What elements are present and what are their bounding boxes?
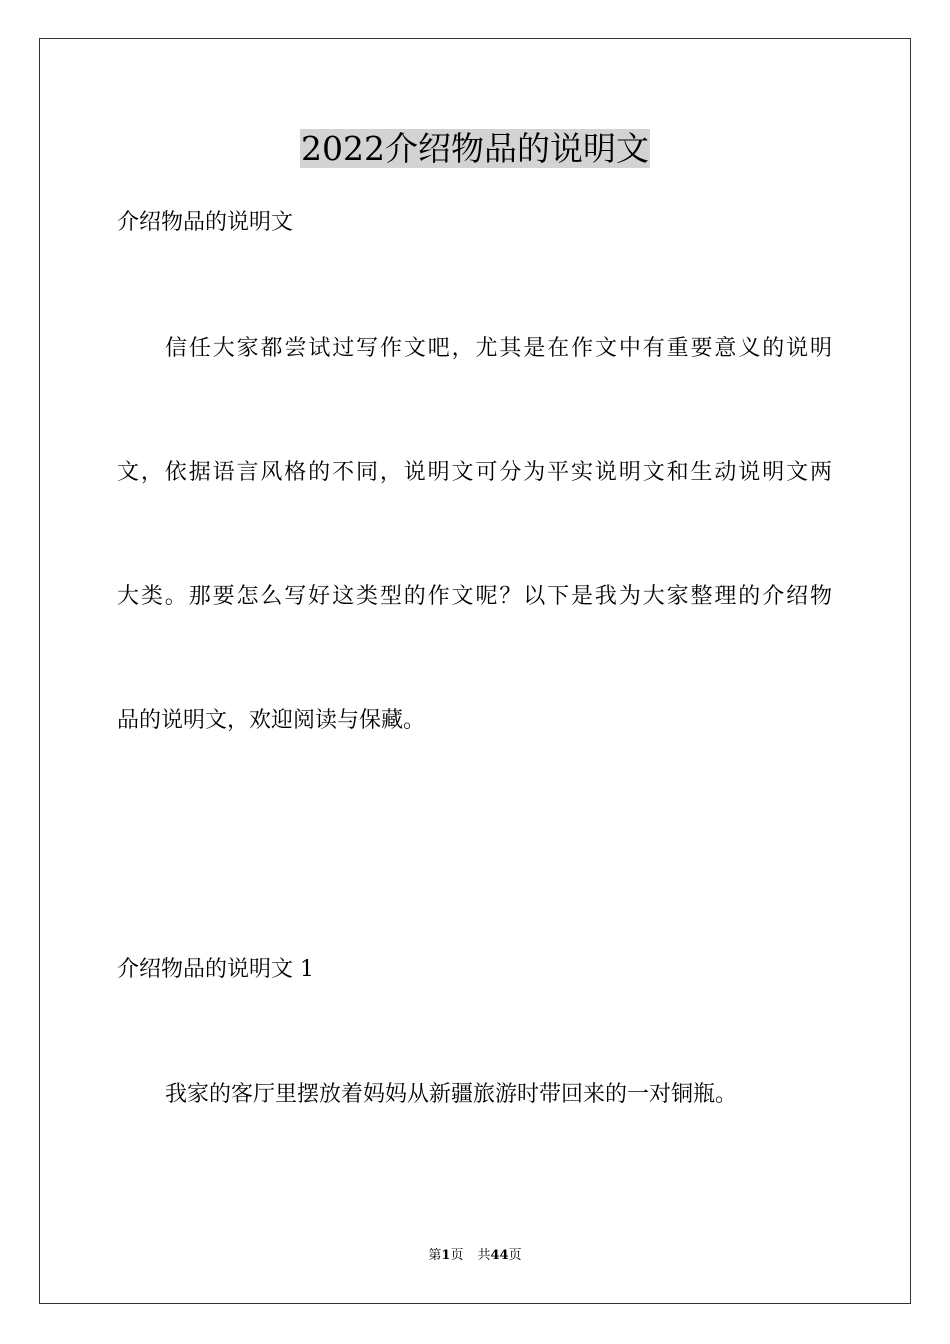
intro-line-3: 大类。那要怎么写好这类型的作文呢？以下是我为大家整理的介绍物	[117, 584, 832, 609]
total-suffix: 页	[508, 1248, 522, 1263]
page-footer	[0, 1247, 950, 1265]
total-prefix: 共	[477, 1248, 491, 1263]
intro-line-2: 文，依据语言风格的不同，说明文可分为平实说明文和生动说明文两	[117, 460, 832, 485]
page-number: 1	[441, 1248, 451, 1263]
document-subtitle: 介绍物品的说明文	[117, 210, 294, 235]
page-prefix: 第	[428, 1248, 442, 1263]
section-heading: 介绍物品的说明文 1	[117, 957, 314, 982]
page-suffix: 页	[450, 1248, 464, 1263]
document-title	[0, 128, 950, 170]
document-title-text: 2022介绍物品的说明文	[301, 129, 649, 168]
total-pages: 44	[490, 1248, 509, 1263]
intro-line-4: 品的说明文，欢迎阅读与保藏。	[117, 708, 426, 733]
section-paragraph-line: 我家的客厅里摆放着妈妈从新疆旅游时带回来的一对铜瓶。	[165, 1082, 738, 1107]
intro-line-1: 信任大家都尝试过写作文吧，尤其是在作文中有重要意义的说明	[165, 336, 832, 361]
